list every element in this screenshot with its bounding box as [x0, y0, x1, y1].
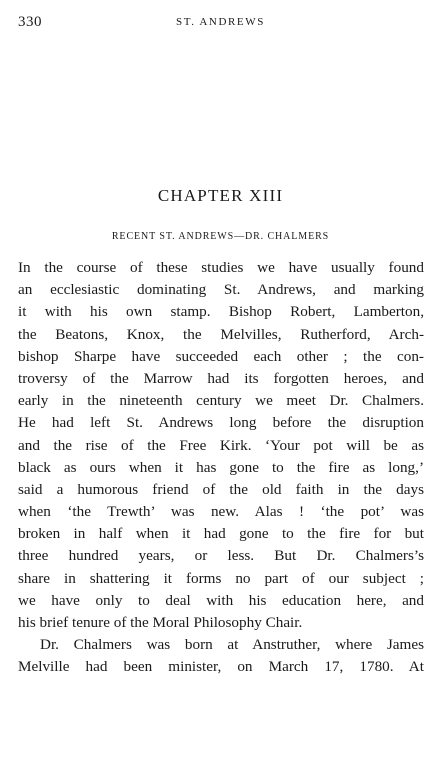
text-line: black as ours when it has gone to the fire as long,’ — [18, 458, 424, 476]
text-line: Dr. Chalmers was born at Anstruther, where James — [40, 636, 424, 654]
text-line: early in the nineteenth century we meet Dr. Chalmers. — [18, 392, 424, 410]
body-text — [18, 257, 424, 679]
text-line: Melville had been minister, on March 17, 1780. At — [18, 658, 424, 676]
page-number: 330 — [18, 14, 42, 30]
running-title: ST. ANDREWS — [176, 16, 265, 28]
text-line: we have only to deal with his education here, and — [18, 591, 424, 609]
text-line: He had left St. Andrews long before the disruption — [18, 414, 424, 432]
text-line: an ecclesiastic dominating St. Andrews, and marking — [18, 281, 424, 299]
running-head — [18, 14, 423, 34]
text-line: his brief tenure of the Moral Philosophy Chair. — [18, 614, 303, 631]
text-line: share in shattering it forms no part of our subject ; — [18, 569, 424, 587]
text-line: bishop Sharpe have succeeded each other ; the con- — [18, 347, 424, 365]
text-line: broken in half when it had gone to the fire for but — [18, 525, 424, 543]
chapter-subtitle: RECENT ST. ANDREWS—DR. CHALMERS — [111, 231, 330, 242]
text-line: said a humorous friend of the old faith in the days — [18, 480, 424, 498]
text-line: three hundred years, or less. But Dr. Chalmers’s — [18, 547, 424, 565]
text-line: the Beatons, Knox, the Melvilles, Rutherford, Arch- — [18, 325, 424, 343]
text-line: and the rise of the Free Kirk. ‘Your pot will be as — [18, 436, 424, 454]
text-line: when ‘the Trewth’ was new. Alas ! ‘the pot’ was — [18, 503, 424, 521]
text-line: it with his own stamp. Bishop Robert, Lamberton, — [18, 303, 424, 321]
text-line: troversy of the Marrow had its forgotten heroes, and — [18, 369, 424, 387]
chapter-title: CHAPTER XIII — [157, 186, 284, 205]
text-line: In the course of these studies we have usually found — [18, 259, 424, 276]
